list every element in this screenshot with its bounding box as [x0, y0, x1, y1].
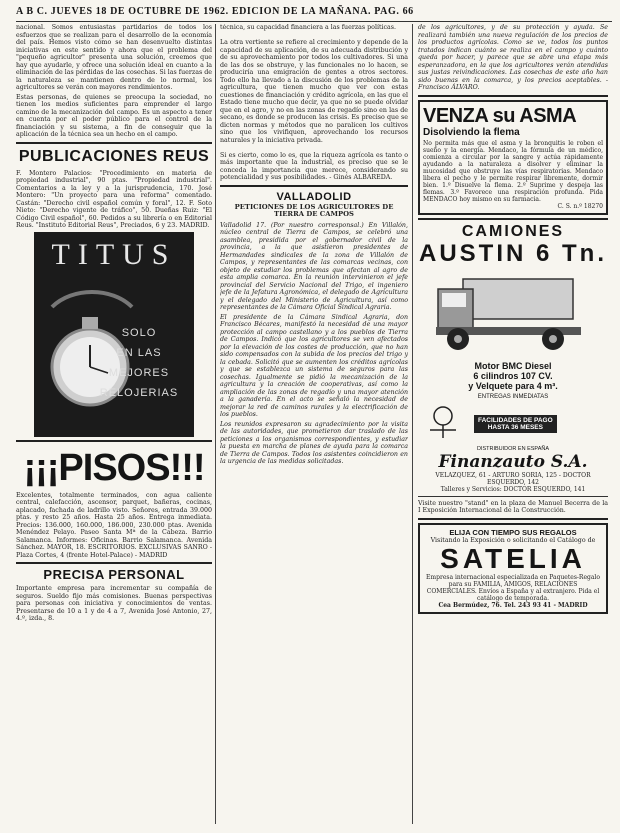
- column-middle: [220, 24, 408, 829]
- divider: [16, 142, 212, 144]
- col1-intro-2: Estas personas, de quienes se preocupa la sociedad, no tienen los medios suficientes para emprender el largo camino de la mecanización del campo. Es un aspecto a tener en cuenta por el poder público para el control de la financiación y su sistema, a fin de conseguir que la aplicación de la técnica sea un hecho en el campo.: [16, 93, 212, 138]
- venza-subtitle: Disolviendo la flema: [423, 126, 520, 138]
- satelia-text: Empresa internacional especializada en Paquetes-Regalo para su FAMILIA, AMIGOS, RELACIONES COMERCIALES. Envíos a España y al extranjero. Pida el catálogo de temporada.: [426, 574, 600, 602]
- precisa-text: Importante empresa para incrementar su compañía de seguros. Sueldo fijo más comisiones. Buenas perspectivas para personas con iniciativa y conocimientos de ventas. Presentarse de 10 a 1 y de 4 a 7, Avenida José Antonio, 27, 4.º, izda., 8.: [16, 585, 212, 622]
- truck-illustration: [418, 267, 608, 357]
- finanzauto-address: VELAZQUEZ, 61 - ARTURO SORIA, 125 - DOCTOR ESQUERDO, 142: [435, 471, 591, 486]
- motor-line-1: Motor BMC Diesel: [474, 360, 552, 371]
- col1-intro: nacional. Somos entusiastas partidarios de todos los esfuerzos que se realizan para el desarrollo de la economía del país. Hemos visto cómo se han desenvuelto distintas iniciativas en este sentido y ahora que el problema del "pequeño agricultor" presenta una solución, creemos que hay que ayudarle, y ofrece una solución ideal en cuanto a la eliminación de las pérdidas de las cosechas. Si las fuerzas de la naturaleza se mantienen dentro de lo normal, los agricultores se verán con mayores rendimientos.: [16, 24, 212, 91]
- motor-line-2: 6 cilindros 107 CV.: [473, 370, 553, 381]
- column-rule-1: [215, 24, 216, 824]
- divider: [418, 95, 608, 97]
- entregas-label: ENTREGAS INMEDIATAS: [477, 393, 549, 400]
- truck-body: [463, 279, 573, 319]
- facilidades-badge: [474, 415, 557, 433]
- pisos-text: Excelentes, totalmente terminados, con agua caliente central, calefacción, ascensor, parquet, bañeras, cocinas, aplacado, fachada de ladrillo visto. Señores, entrada 39.000 ptas. y resto 25 años. Hasta 25 años. Entrega inmediata. Precios: 136.000, 160.000, 186.000, 230.000 ptas. Avenida Menéndez Pelayo. Paseo Santa Mª de la Cabeza. Barrio Salamanca. Informes: Oficinas. Barrio Salamanca. Avenida Sánchez. MAYOR, 18. ESCRITORIOS. EXCLUSIVAS SANRO - Plaza Cortes, 4 (frente Hotel-Palace) - MADRID: [16, 491, 212, 559]
- precisa-title: PRECISA PERSONAL: [43, 567, 185, 582]
- venza-title: VENZA su ASMA: [423, 104, 577, 127]
- watch-chain: [52, 292, 132, 307]
- truck-window: [442, 293, 466, 307]
- titus-tag-2: EN LAS: [116, 346, 162, 359]
- column-left: [16, 24, 212, 829]
- satelia-address: Cea Bermúdez, 76. Tel. 243 93 41 - MADRID: [438, 602, 588, 609]
- titus-tag-3: MEJORES: [108, 366, 170, 379]
- valladolid-body-3: Los reunidos expresaron su agradecimiento por la visita de las autoridades, que prometieron dar traslado de las peticiones a los organismos correspondientes, y estudiar la puesta en marcha de planes de ayuda para la comarca de Tierra de Campos. Todos los asistentes coincidieron en la urgencia de las medidas solicitadas.: [220, 420, 408, 465]
- finance-row: [418, 404, 608, 444]
- distribuidor-label: DISTRIBUIDOR EN ESPAÑA: [476, 445, 550, 452]
- divider: [220, 185, 408, 187]
- titus-tag-4: RELOJERIAS: [99, 386, 179, 399]
- visite-stand-text: Visite nuestro "stand" en la plaza de Manuel Becerra de la I Exposición Internacional de la Construcción.: [418, 499, 608, 514]
- venza-asma-ad: [418, 100, 608, 215]
- satelia-logo: SATELIA: [440, 543, 586, 574]
- valladolid-subhead: PETICIONES DE LOS AGRICULTORES DE TIERRA DE CAMPOS: [234, 202, 394, 218]
- page-header: A B C. JUEVES 18 DE OCTUBRE DE 1962. EDICION DE LA MAÑANA. PAG. 66: [16, 6, 612, 22]
- divider: [16, 440, 212, 442]
- finanzauto-address-2: Talleres y Servicios: DOCTOR ESQUERDO, 141: [440, 485, 586, 493]
- titus-ad: [34, 232, 194, 437]
- camiones-heading: CAMIONES: [461, 222, 565, 240]
- pisos-title: ¡¡¡PISOS!!!: [23, 446, 205, 489]
- venza-text: No permita más que el asma y la bronquitis le roben el sueño y la energía. Mendaco, la fórmula de un médico, comienza a circular por la sangre y actúa rápidamente ayudando a la naturaleza a disolver y eliminar la mucosidad que obstruye las vías respiratorias. Mendaco libera el pecho y le permite respirar libremente, dormir bien. 1.º Disuelve la flema. 2.º Suprime y despeja las flemas. 3.º Favorece una respiración profunda. Pida MENDACO hoy mismo en su farmacia.: [423, 139, 603, 203]
- finanzauto-logo: Finanzauto S.A.: [438, 451, 588, 472]
- divider: [418, 496, 608, 497]
- column-right: [418, 24, 608, 829]
- visitando-text: Visitando la Exposición o solicitando el Catálogo de: [430, 536, 596, 544]
- titus-tag-1: SOLO: [121, 326, 157, 339]
- valladolid-body-2: El presidente de la Cámara Sindical Agraria, don Francisco Bécares, manifestó la necesidad de una mayor protección al campo castellano y a los pueblos de Tierra de Campos. Indicó que los agricultores se ven afectados por la elevación de los costes de producción, que no han sido compensados con la subida de los precios del trigo y la cebada. Solicitó que se aumenten los créditos agrícolas y que se establezca un sistema de seguros para las cosechas. Igualmente se pidió la mecanización de la agricultura y la creación de cooperativas, así como la ampliación de las zonas de regadío y una mayor atención a la ganadería. En el acto se señaló la necesidad de mejorar la red de caminos rurales y la electrificación de los pueblos.: [220, 313, 408, 418]
- austin-heading: AUSTIN 6 Tn.: [418, 239, 607, 267]
- divider: [16, 562, 212, 564]
- satelia-ad: [418, 523, 608, 615]
- motor-line-3: y Velquete para 4 m³.: [468, 380, 558, 391]
- col3-top-article: de los agricultores, y de su protección y ayuda. Se realizará también una nueva regulación de los precios de los productos agrícolas. Como se ve, todos los puntos tratados indican cuánto se realiza en el campo y cuánto queda por hacer, y parece que se abre una etapa más esperanzadora, en la que los agricultores verán atendidas sus justas reivindicaciones. Las cosechas de este año han sido buenas en la comarca, y los precios aceptables. - Francisco ÁLVARO.: [418, 24, 608, 91]
- col2-top-article: técnica, su capacidad financiera a las fuerzas políticas. La otra vertiente se refiere al crecimiento y depende de la capacidad de su aplicación, de su adecuada distribución y de su aprovechamiento por todos los cultivadores. Si una de las dos se obstruye, y las funcionales no lo hacen, se produciría una emigración de gentes a otros sectores. Todo ello ha llevado a la discusión de los problemas de la agricultura, que tienen mucho que ver con estas cuestiones de financiación y crédito agrícola, en las que el Estado tiene mucho que decir, ya que no se puede olvidar que en el agro, y no en las zonas de regadío sino en las de secano, es donde se producen las crisis. Es preciso que se dicten normas y métodos que no paralicen los cultivos sino que los vivifiquen, aprovechando los recursos naturales y la iniciativa privada. Si es cierto, como lo es, que la riqueza agrícola es tanto o más importante que la industrial, es preciso que se le conceda la importancia que merece, considerando su potencialidad y sus posibilidades. - Ginés ALBAREDA.: [220, 24, 408, 181]
- valladolid-body-1: Valladolid 17. (Por nuestro corresponsal.) En Villalón, núcleo central de Tierra de Campos, se celebró una asamblea, presidida por el gobernador civil de la provincia, a la que asistieron presidentes de Hermandades sindicales de la zona de Villalón de Campos, y representantes de las comarcas vecinas, con objeto de estudiar los problemas que afectan al agro de esta amplia comarca. En la reunión intervinieron el jefe provincial del Servicio Nacional del Trigo, el ingeniero jefe de la Jefatura Agronómica, el delegado de Agricultura y el delegado del Ministerio de Agricultura, así como representantes de la Cámara Oficial Sindical Agraria.: [220, 221, 408, 311]
- reus-text: F. Montero Palacios: "Procedimiento en materia de propiedad industrial", 90 ptas. "Propiedad industrial". Comentarios a la ley y a la jurisprudencia, 170. José Montero: "Un proyecto para una reforma" comentado. Castán: "Derecho civil español común y foral", 12. F. Soto Nieto: "Derecho vigente de tráfico", 50. Dueñas Ruiz: "El Código Civil español", 60. Pedidos a su librería o en Editorial Reus. "Instituto Editorial Reus", Preciados, 6 y 23. MADRID.: [16, 169, 212, 229]
- column-rule-2: [412, 24, 413, 824]
- divider: [418, 518, 608, 520]
- mascot-head: [434, 407, 452, 425]
- venza-ref: C. S. n.º 18270: [557, 202, 603, 210]
- facilidades-line-1: FACILIDADES DE PAGO: [478, 416, 553, 424]
- truck-hub-rear: [549, 335, 557, 343]
- titus-logo: TITUS: [51, 237, 177, 271]
- truck-hub-front: [454, 335, 462, 343]
- facilidades-line-2: HASTA 36 MESES: [487, 423, 543, 431]
- divider: [418, 218, 608, 220]
- mascot-figure-icon: [418, 404, 468, 444]
- valladolid-heading: VALLADOLID: [276, 190, 352, 203]
- elija-heading: ELIJA CON TIEMPO SUS REGALOS: [449, 527, 577, 537]
- reus-title: PUBLICACIONES REUS: [18, 147, 210, 165]
